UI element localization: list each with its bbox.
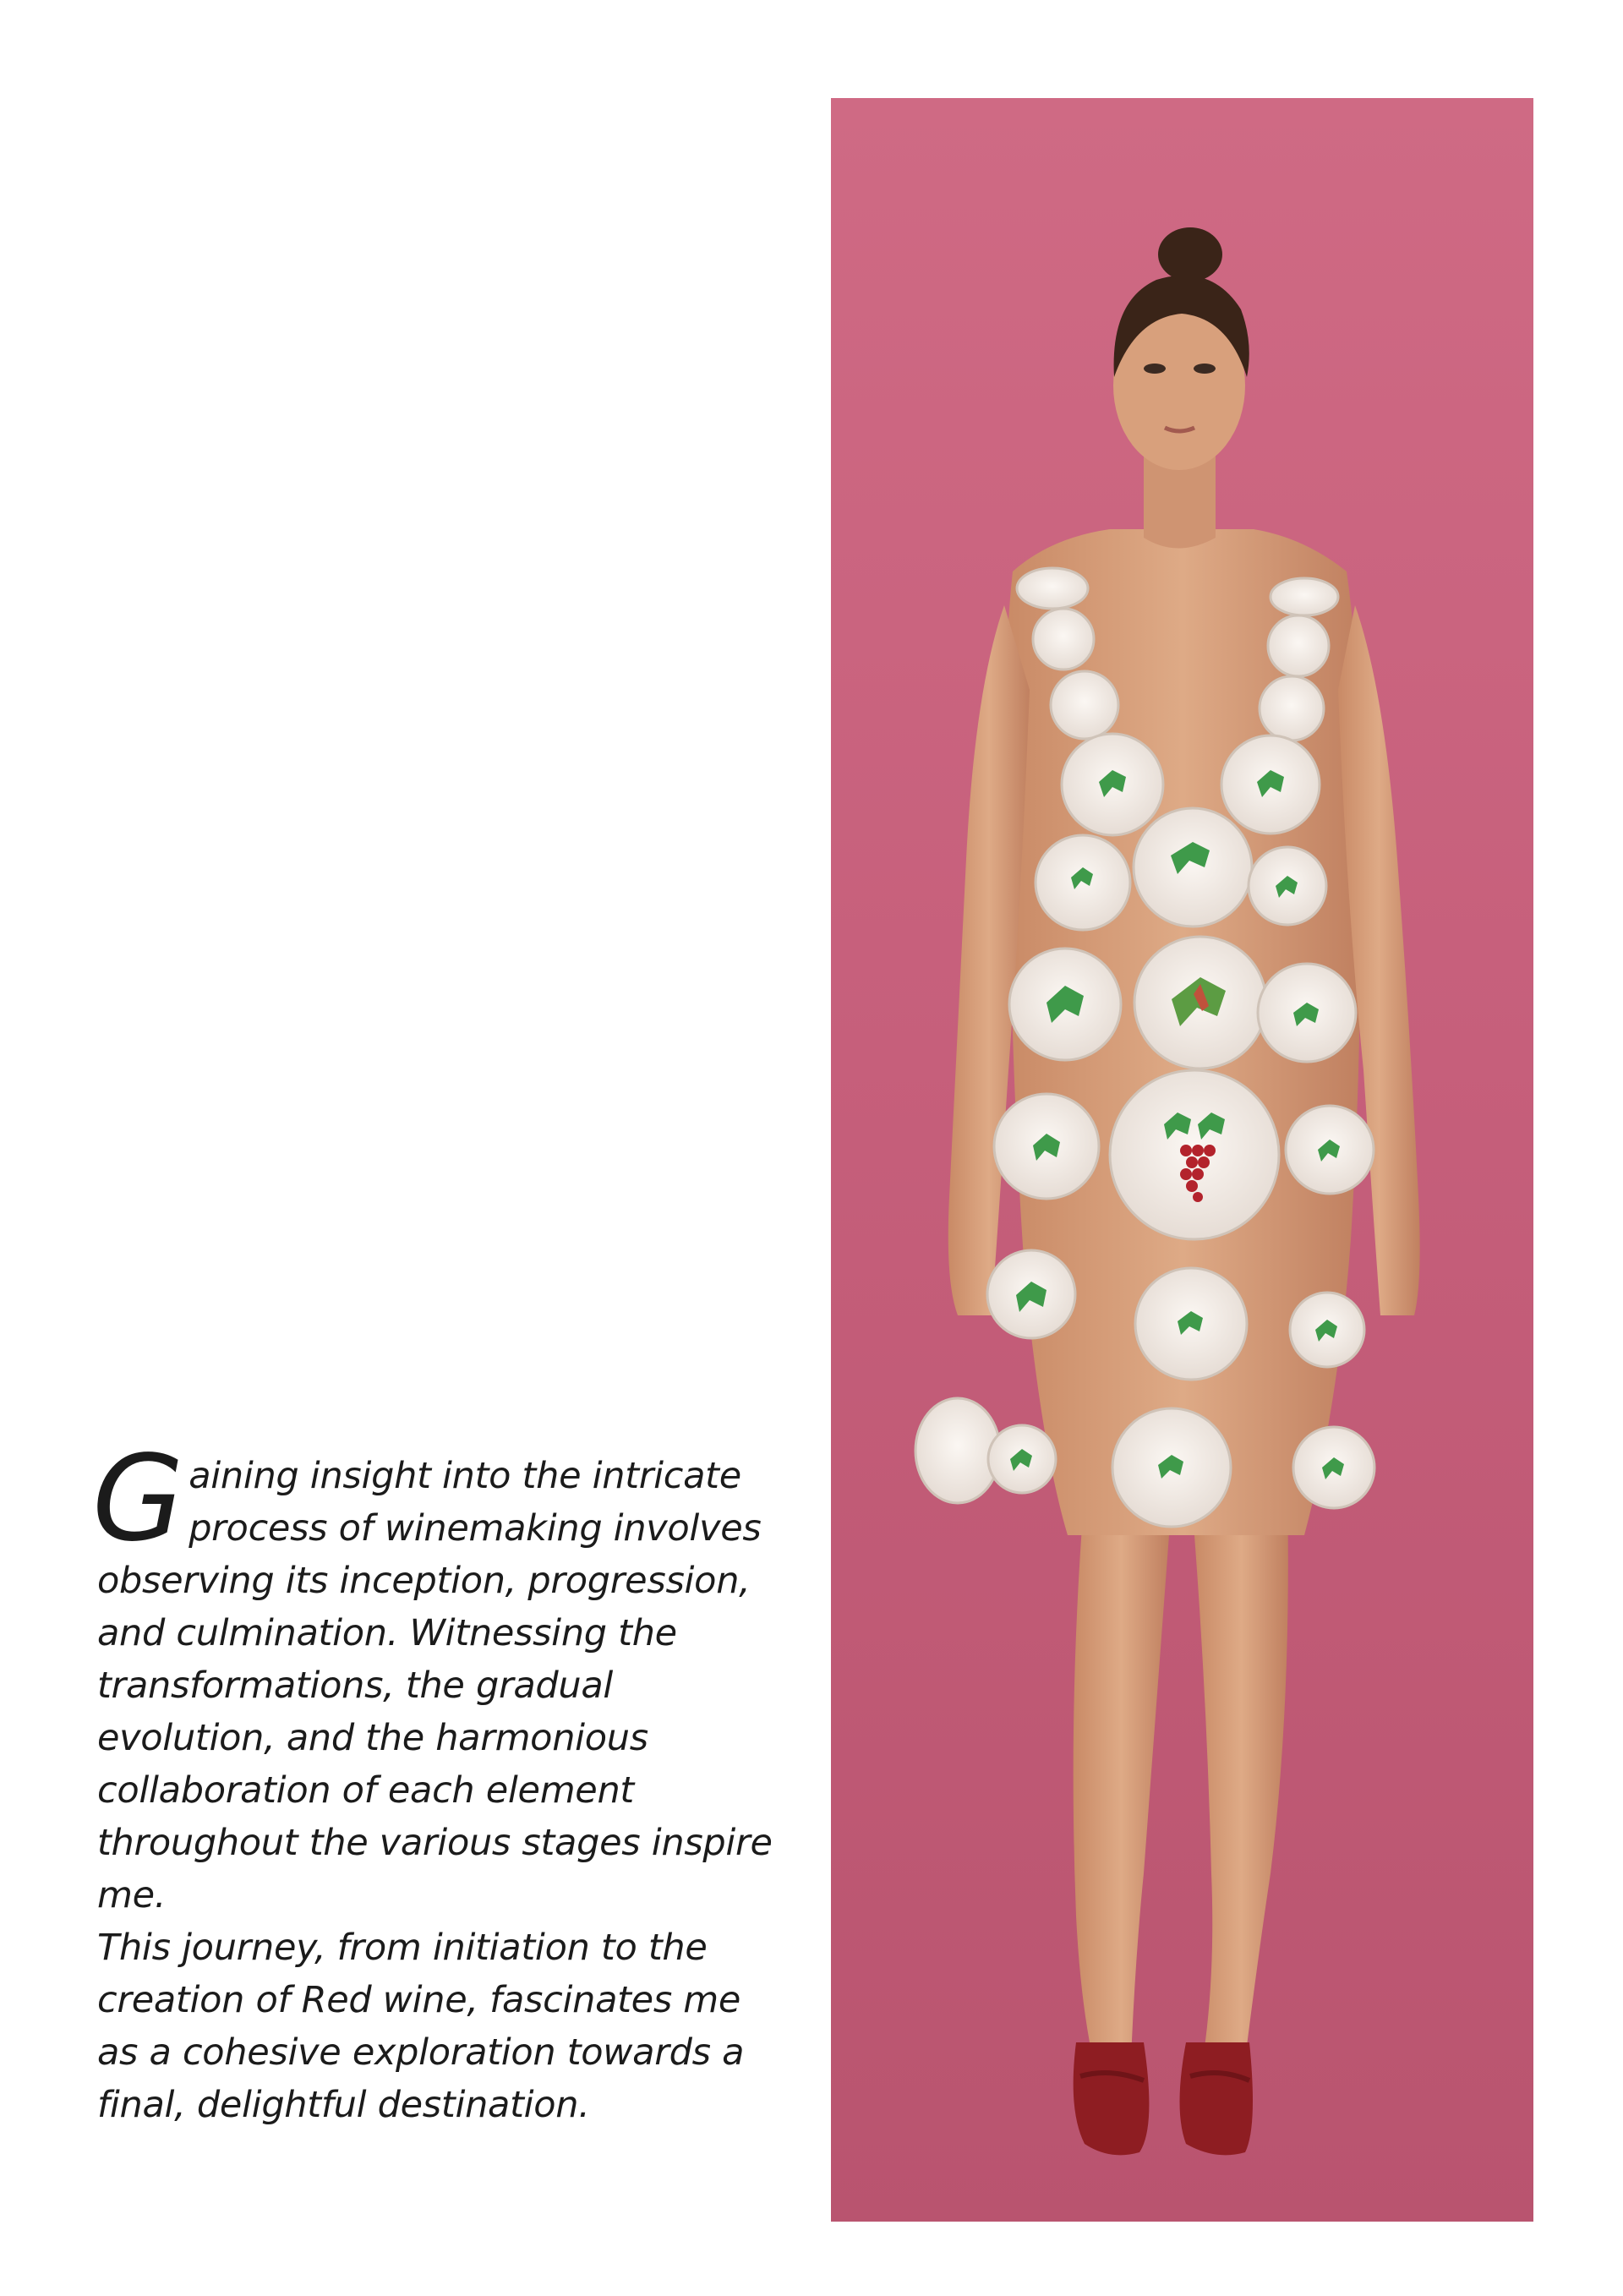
article-text [92,1430,773,2131]
paragraph-2: This journey, from initiation to the creation of Red wine, fascinates me as a cohesive exploration towards a final, delightful destination. [97,1927,745,2126]
model-illustration [831,98,1533,2222]
right-leg [1194,1493,1288,2059]
left-leg [1074,1493,1169,2059]
hair-bun [1158,227,1222,282]
drop-cap: G [92,1430,184,1568]
right-shoe [1180,2042,1254,2155]
fashion-photo [831,98,1533,2222]
left-shoe [1074,2042,1150,2155]
paragraph-1: aining insight into the intricate process of winemaking involves observing its inception, progression, and culmination. Witnessing the transformations, the gradual evolution, and the harmonious collaboration of each element throughout the various stages inspire me. [97,1455,773,1916]
